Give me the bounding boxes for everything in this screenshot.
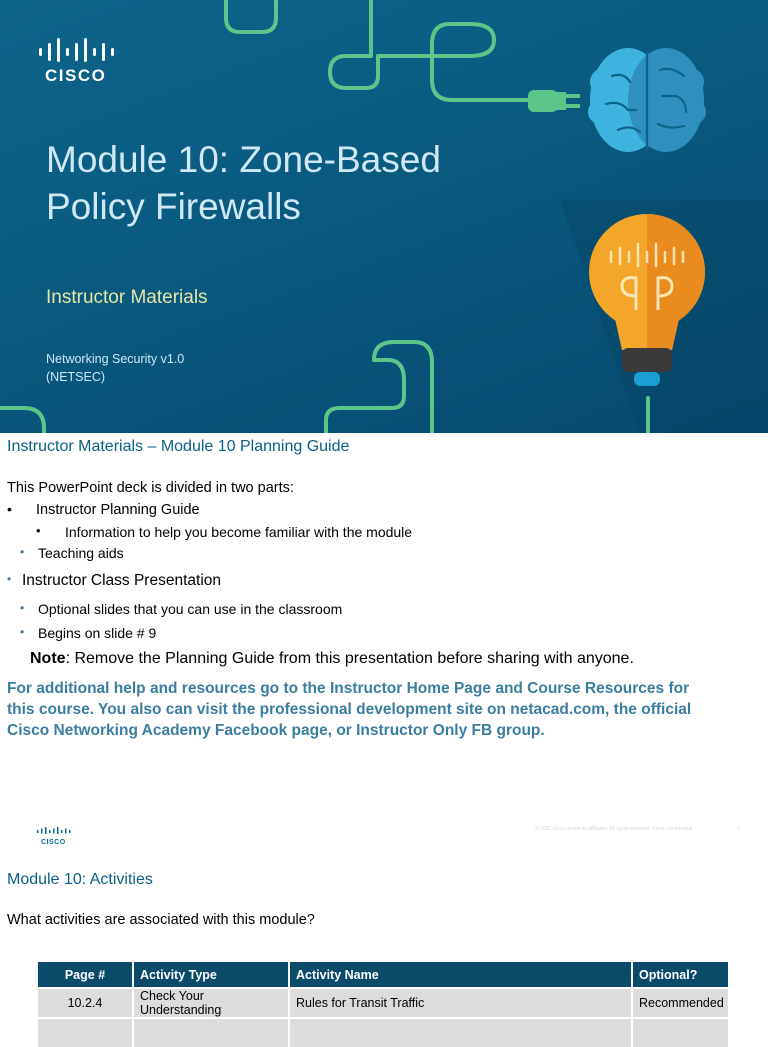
list-item-teaching-aids: Teaching aids: [38, 545, 124, 561]
intro-text: This PowerPoint deck is divided in two parts:: [7, 480, 294, 496]
list-item-begins-on: Begins on slide # 9: [38, 625, 157, 641]
cisco-logo-text: CISCO: [45, 66, 107, 85]
brain-icon: [588, 48, 706, 152]
cell-activity-name: Rules for Transit Traffic: [289, 988, 632, 1018]
footer-cisco-logo: [37, 822, 71, 846]
bullet-icon: •: [36, 523, 41, 538]
cell-page: 10.2.4: [38, 988, 133, 1018]
col-header-activity-name: Activity Name: [289, 962, 632, 988]
course-name: [46, 350, 184, 386]
instructor-materials-subtitle: Instructor Materials: [46, 287, 208, 308]
cell-activity-type: Check Your Understanding: [133, 988, 289, 1018]
col-header-activity-type: Activity Type: [133, 962, 289, 988]
bullet-icon: •: [20, 601, 25, 615]
slide-page-number: 2: [737, 826, 740, 832]
list-item-class-presentation: Instructor Class Presentation: [22, 572, 222, 589]
list-item-planning-guide: Instructor Planning Guide: [36, 502, 200, 518]
copyright-text: © 2021 Cisco and/or its affiliates. All rights reserved. Cisco Confidential: [535, 826, 693, 832]
note-text: [30, 650, 634, 668]
table-row: [38, 1018, 729, 1047]
title-slide: [0, 0, 768, 433]
cell-empty: [38, 1018, 133, 1047]
plug-icon: [528, 90, 580, 112]
note-body: : Remove the Planning Guide from this presentation before sharing with anyone.: [65, 650, 634, 667]
note-label: Note: [30, 650, 66, 667]
module-title-line1: Module 10: Zone-Based: [46, 139, 441, 180]
cell-empty: [632, 1018, 729, 1047]
cisco-logo: [38, 38, 118, 86]
activities-question: What activities are associated with this module?: [7, 912, 315, 928]
col-header-page: Page #: [38, 962, 133, 988]
cell-optional: Recommended: [632, 988, 729, 1018]
cell-empty: [289, 1018, 632, 1047]
bullet-icon: •: [7, 572, 12, 586]
table-row: [38, 988, 729, 1018]
module-title: [46, 136, 506, 230]
col-header-optional: Optional?: [632, 962, 729, 988]
bullet-icon: •: [20, 625, 25, 639]
course-line1: Networking Security v1.0: [46, 352, 185, 366]
table-header-row: [38, 962, 729, 988]
activities-title: Module 10: Activities: [7, 871, 153, 888]
cisco-logo-icon: [38, 38, 118, 62]
planning-guide-title: Instructor Materials – Module 10 Planning Guide: [7, 438, 350, 455]
cell-empty: [133, 1018, 289, 1047]
activities-table: [38, 962, 730, 1047]
list-item-planning-guide-sub: Information to help you become familiar with the module: [65, 524, 413, 540]
course-line2: (NETSEC): [46, 370, 106, 384]
bullet-icon: •: [20, 545, 25, 559]
footer-logo-text: CISCO: [41, 839, 66, 846]
help-resources-text: For additional help and resources go to the Instructor Home Page and Course Resources for this course. You also can visit the professional development site on netacad.com, the official Cisco Networking Academy Facebook page, or Instructor Only FB group.: [7, 680, 692, 739]
cisco-logo-icon: [37, 827, 71, 835]
module-title-line2: Policy Firewalls: [46, 186, 301, 227]
list-item-optional-slides: Optional slides that you can use in the classroom: [38, 601, 343, 617]
bullet-icon: •: [7, 501, 12, 517]
